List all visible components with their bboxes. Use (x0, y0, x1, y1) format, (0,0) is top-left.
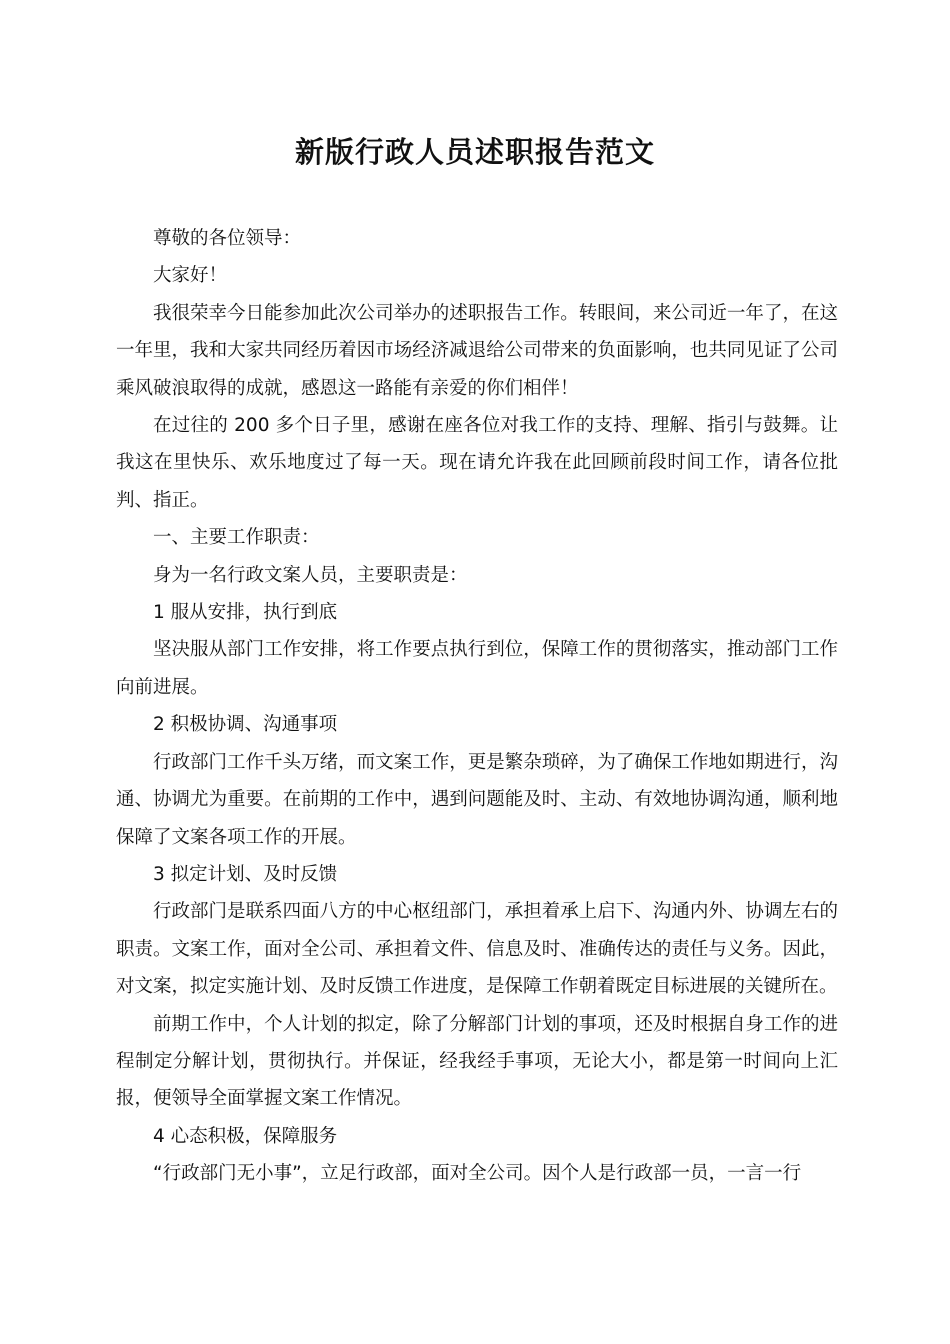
body-paragraph: 在过往的 200 多个日子里，感谢在座各位对我工作的支持、理解、指引与鼓舞。让我这在里快乐、欢乐地度过了每一天。现在请允许我在此回顾前段时间工作，请各位批判、指正。 (116, 415, 838, 511)
body-paragraph: 行政部门是联系四面八方的中心枢纽部门，承担着承上启下、沟通内外、协调左右的职责。文案工作，面对全公司、承担着文件、信息及时、准确传达的责任与义务。因此，对文案，拟定实施计划、及时反馈工作进度，是保障工作朝着既定目标进展的关键所在。 (116, 901, 838, 998)
document-title: 新版行政人员述职报告范文 (294, 135, 655, 169)
section-heading: 一、主要工作职责： (153, 527, 320, 549)
body-paragraph: 身为一名行政文案人员，主要职责是： (153, 564, 468, 586)
salutation-paragraph: 大家好！ (153, 265, 228, 287)
body-paragraph: “行政部门无小事”，立足行政部，面对全公司。因个人是行政部一员，一言一行 (153, 1163, 802, 1185)
body-paragraph: 行政部门工作千头万绪，而文案工作，更是繁杂琐碎，为了确保工作地如期进行，沟通、协调尤为重要。在前期的工作中，遇到问题能及时、主动、有效地协调沟通，顺利地保障了文案各项工作的开展。 (116, 751, 838, 848)
greeting-paragraph: 尊敬的各位领导： (153, 228, 302, 249)
document-body (116, 220, 838, 1193)
body-paragraph: 我很荣幸今日能参加此次公司举办的述职报告工作。转眼间，来公司近一年了，在这一年里，我和大家共同经历着因市场经济减退给公司带来的负面影响，也共同见证了公司乘风破浪取得的成就，感恩这一路能有亲爱的你们相伴！ (116, 302, 838, 399)
subsection-heading: 4 心态积极，保障服务 (153, 1125, 338, 1147)
subsection-heading: 2 积极协调、沟通事项 (153, 714, 338, 736)
body-paragraph: 前期工作中，个人计划的拟定，除了分解部门计划的事项，还及时根据自身工作的进程制定分解计划，贯彻执行。并保证，经我经手事项，无论大小，都是第一时间向上汇报，便领导全面掌握文案工作情况。 (116, 1013, 838, 1110)
body-paragraph: 坚决服从部门工作安排，将工作要点执行到位，保障工作的贯彻落实，推动部门工作向前进展。 (116, 639, 838, 698)
subsection-heading: 1 服从安排，执行到底 (153, 602, 338, 624)
subsection-heading: 3 拟定计划、及时反馈 (153, 863, 338, 885)
